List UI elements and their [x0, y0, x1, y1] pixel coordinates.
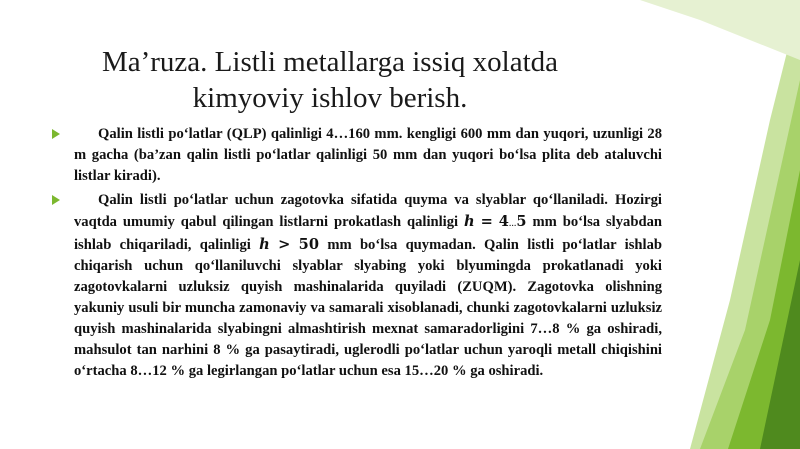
- title-line-2: kimyoviy ishlov berish.: [192, 82, 468, 114]
- bullet-2-text-part3: mm bo‘lsa quymadan. Qalin listli po‘latlar ishlab chiqarish uchun qo‘llaniluvchi slyablar slyabing yoki blyumingda prokatlanadi yoki zagotovkalarni uzluksiz quyish mashinalarida quyiladi (ZUQM). Zagotovka olishning yakuniy usuli bir muncha zamonaviy va samarali xisoblanadi, chunki zagotovkalarni uzluksiz quyish mashinalarida slyabingni almashtirish mexnat samaradorligini 7…8 % ga oshiradi, mahsulot tan narhini 8 % ga pasaytiradi, uglerodli po‘latlar uchun yaroqli metall chiqishini o‘rtacha 8…12 % ga legirlangan po‘latlar uchun esa 15…20 % ga oshiradi.: [74, 237, 663, 379]
- bullet-arrow-icon: [52, 129, 60, 139]
- title-line-1: Ma’ruza. Listli metallarga issiq xolatda: [101, 46, 559, 78]
- slide-title: [60, 44, 600, 116]
- bullet-arrow-icon: [52, 195, 60, 205]
- deco-shape-top: [640, 0, 800, 60]
- bullet-2-text-part1: Qalin listli po‘latlar uchun zagotovka sifatida quyma va slyablar qo‘llaniladi. Hozirgi vaqtda umumiy qabul qilingan listlarni prokatlash qalinligi: [74, 192, 662, 230]
- bullet-text-2: [74, 190, 662, 382]
- formula-1-var: h: [464, 213, 475, 230]
- formula-1-op: =: [480, 213, 493, 230]
- formula-1-dots: ...: [508, 218, 517, 229]
- formula-1-b: 5: [516, 213, 527, 230]
- formula-1-a: 4: [498, 213, 509, 230]
- bullet-item-1: [52, 124, 662, 187]
- formula-2-op: >: [278, 236, 291, 253]
- bullet-item-2: [52, 190, 662, 382]
- bullet-text-1: [74, 124, 662, 187]
- formula-2-val: 50: [298, 236, 319, 253]
- bullet-2-text-part2: mm bo‘lsa slyabdan ishlab chiqariladi, qalinligi: [74, 214, 662, 253]
- bullet-1-text: Qalin listli po‘latlar (QLP) qalinligi 4…160 mm. kengligi 600 mm dan yuqori, uzunligi 28 m gacha (ba’zan qalin listli po‘latlar qalinligi 50 mm dan yuqori bo‘lsa plita deb ataluvchi listlar kiradi).: [74, 126, 662, 184]
- formula-2-var: h: [259, 236, 270, 253]
